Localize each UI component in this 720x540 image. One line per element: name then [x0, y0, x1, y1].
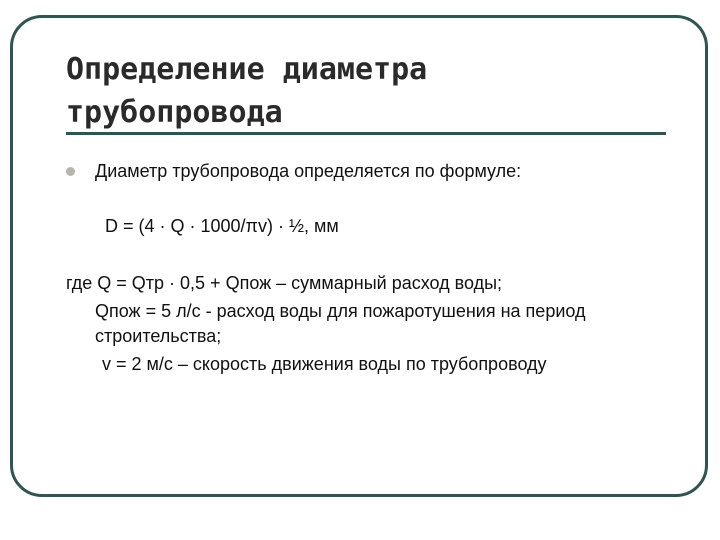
slide-title: [66, 48, 666, 134]
fire-flow-definition-continued: строительства;: [95, 326, 222, 346]
title-line-2: трубопровода: [66, 95, 283, 130]
diameter-formula: D = (4 · Q · 1000/πv) · ½, мм: [105, 216, 339, 236]
bullet-icon: [66, 167, 75, 176]
fire-flow-definition: Qпож = 5 л/с - расход воды для пожаротушения на период: [95, 301, 586, 321]
bullet-text: Диаметр трубопровода определяется по формуле:: [95, 161, 522, 181]
velocity-definition: v = 2 м/с – скорость движения воды по трубопроводу: [102, 354, 547, 374]
title-line-1: Определение диаметра: [66, 52, 428, 87]
flow-definition: где Q = Qтр · 0,5 + Qпож – суммарный расход воды;: [66, 273, 503, 293]
title-divider: [66, 132, 666, 135]
